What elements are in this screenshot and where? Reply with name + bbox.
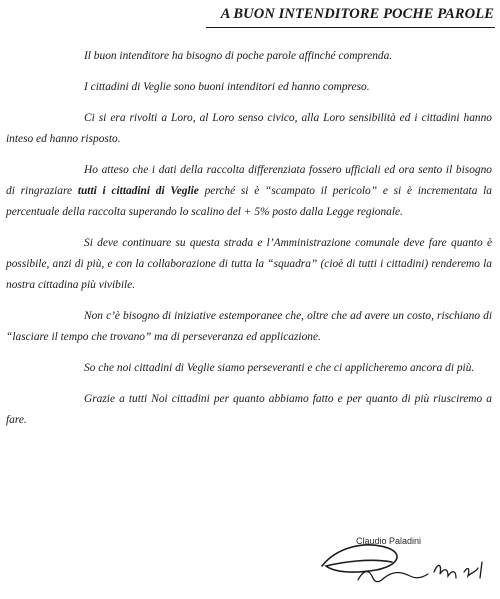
paragraph-4 — [6, 160, 492, 223]
paragraph-4-after: perché si è “scampato il pericolo” e si è incrementata la percentuale della raccolta superando lo scalino del + 5% posto dalla Legge regionale. — [6, 185, 493, 218]
paragraph-4-emphasis: tutti i cittadini di Veglie — [77, 185, 199, 197]
paragraph-5: Si deve continuare su questa strada e l’Amministrazione comunale deve fare quanto è possibile, anzi di più, e con la collaborazione di tutta la “squadra” (cioè di tutti i cittadini) renderemo la nostra cittadina più vivibile. — [6, 237, 492, 291]
paragraph-3: Ci si era rivolti a Loro, al Loro senso civico, alla Loro sensibilità ed i cittadini hanno inteso ed hanno risposto. — [6, 112, 492, 145]
paragraph-4-before: Ho atteso che i dati della raccolta differenziata fossero ufficiali ed ora sento il bisogno di ringraziare — [6, 164, 492, 197]
document-title: A BUON INTENDITORE POCHE PAROLE — [220, 6, 494, 22]
letter-body — [6, 46, 492, 441]
signature-name: Claudio Paladini — [356, 536, 422, 546]
paragraph-1: Il buon intenditore ha bisogno di poche parole affinché comprenda. — [84, 50, 393, 62]
paragraph-6: Non c’è bisogno di iniziative estemporanee che, oltre che ad avere un costo, rischiano di “lasciare il tempo che trovano” ma di perseveranza ed applicazione. — [6, 310, 492, 343]
paragraph-7: So che noi cittadini di Veglie siamo perseveranti e che ci applicheremo ancora di più. — [84, 362, 475, 374]
paragraph-8: Grazie a tutti Noi cittadini per quanto abbiamo fatto e per quanto di più riusciremo a fare. — [6, 393, 492, 426]
title-underline — [206, 27, 495, 28]
signature-block — [318, 532, 498, 592]
paragraph-2: I cittadini di Veglie sono buoni intenditori ed hanno compreso. — [84, 81, 370, 93]
